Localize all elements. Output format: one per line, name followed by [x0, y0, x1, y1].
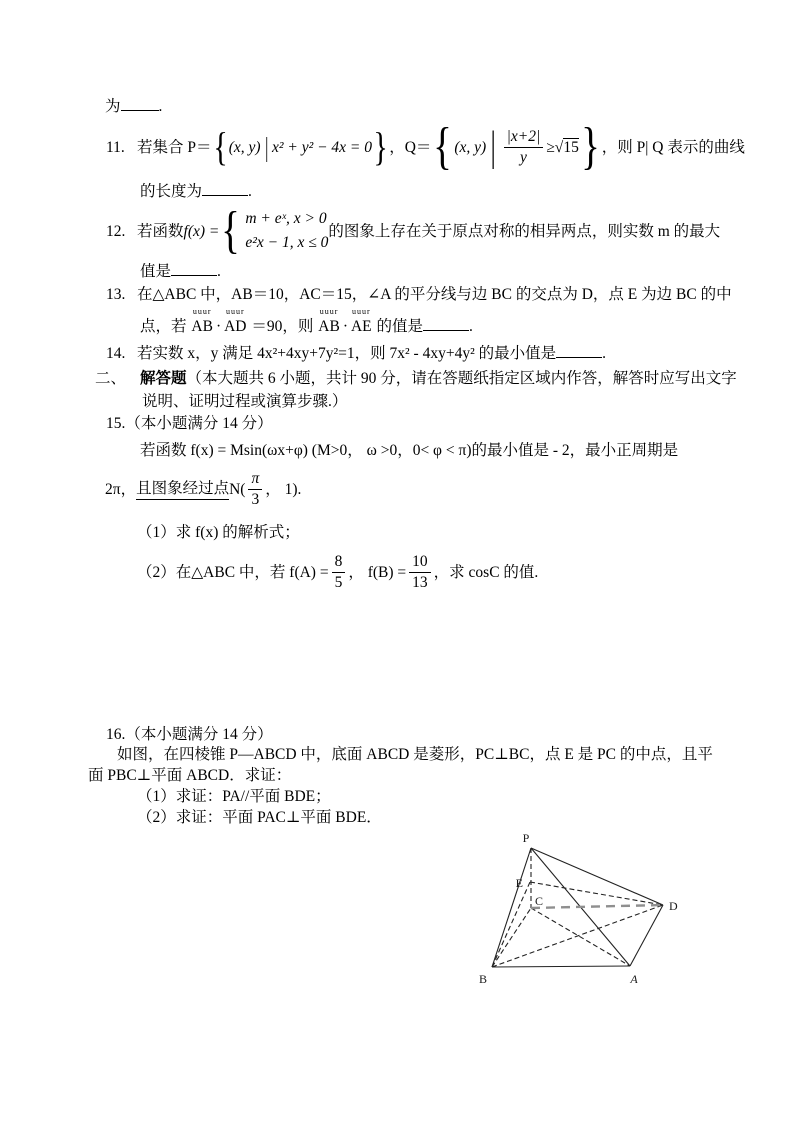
fraction-numerator: 10	[409, 553, 431, 572]
section-2-line-1	[95, 368, 737, 389]
q11-sqrt	[555, 137, 579, 158]
question-15-part-1	[137, 522, 300, 543]
vector-arrow-icon: uuur	[225, 307, 245, 316]
vector-AB-text: AB	[318, 318, 340, 335]
q16-body2-text: 面 PBC⊥平面 ABCD．求证：	[88, 767, 292, 784]
question-13-line-2	[140, 307, 473, 337]
vector-AE-text: AE	[350, 318, 372, 335]
question-15-header	[106, 413, 273, 434]
q15-pi-over-3	[248, 470, 262, 507]
answer-blank	[556, 343, 602, 358]
vertex-label-D: D	[669, 899, 678, 913]
q15-frac-8-5	[332, 553, 346, 590]
fraction-denominator: 3	[251, 490, 260, 508]
vector-AE	[350, 307, 372, 337]
q15-l2a: 2π，	[105, 480, 137, 498]
q16-part2-text: （2）求证：平面 PAC⊥平面 BDE．	[137, 809, 382, 826]
answer-blank	[202, 181, 248, 196]
q16-header-text: 16.（本小题满分 14 分）	[106, 726, 273, 743]
vector-AB-text: AB	[191, 318, 213, 335]
left-brace: {	[212, 124, 228, 169]
q15-body-text: 若函数 f(x) = Msin(ωx+φ) (M>0， ω >0，0< φ < π)的最小值是 - 2，最小正周期是	[140, 442, 679, 459]
q12-piecewise-cases	[245, 207, 328, 255]
question-13-line-1	[106, 284, 732, 305]
q11-line2-text: 的长度为	[140, 183, 203, 200]
fraction-numerator: π	[248, 470, 262, 489]
fraction-denominator: 5	[334, 573, 343, 591]
q14-number: 14.	[106, 345, 126, 362]
q12-period: .	[217, 263, 221, 280]
q13-line2-c: 的值是	[376, 318, 424, 335]
question-14	[106, 343, 606, 364]
q13-period: .	[469, 318, 473, 335]
q11-text-2: ，Q＝	[389, 138, 432, 156]
q13-line2-b: ＝90，则	[251, 318, 314, 335]
geq-sign: ≥	[546, 138, 555, 156]
vector-AD	[224, 307, 247, 337]
vector-arrow-icon: uuur	[351, 307, 371, 316]
fraction-numerator: 8	[332, 553, 346, 572]
section-2-number: 二、	[95, 370, 127, 387]
q11-text-1: 若集合 P＝	[137, 138, 212, 156]
q15-header-text: 15.（本小题满分 14 分）	[106, 415, 273, 432]
edge-BD-dashed	[492, 905, 663, 967]
question-16-part-1	[137, 786, 331, 807]
edge-BA	[492, 966, 630, 967]
question-15-part-2	[137, 551, 538, 593]
q15-part2-b: ， f(B) =	[348, 563, 407, 581]
vector-AD-text: AD	[224, 318, 247, 335]
edge-PD	[531, 848, 663, 905]
edge-BE-dashed	[492, 882, 530, 967]
q10-answer-line	[105, 96, 162, 117]
q11-condition-1: x² + y² − 4x = 0	[271, 138, 373, 156]
q15-l2b: N(	[229, 480, 246, 498]
fraction-denominator: y	[520, 148, 527, 166]
q14-period: .	[602, 345, 606, 362]
question-11-line-1	[106, 120, 745, 174]
vector-AB	[191, 307, 213, 337]
section-2-line-2	[142, 391, 347, 412]
radical-sign: √	[554, 138, 564, 156]
answer-blank	[121, 96, 159, 111]
section-2-text: （本大题共 6 小题，共计 90 分，请在答题纸指定区域内作答，解答时应写出文字	[186, 370, 737, 387]
q12-number: 12.	[106, 222, 126, 240]
edge-ED-dashed	[530, 882, 663, 905]
q11-number: 11.	[106, 138, 125, 156]
q16-part1-text: （1）求证：PA//平面 BDE；	[137, 788, 331, 805]
vertex-label-E: E	[515, 876, 523, 890]
q16-body1-text: 如图，在四棱锥 P—ABCD 中，底面 ABCD 是菱形，PC⊥BC，点 E 是 PC 的中点，且平	[117, 746, 713, 763]
vertex-label-A: A	[630, 972, 638, 986]
question-16-part-2	[137, 807, 382, 828]
radicand: 15	[563, 138, 579, 156]
vector-arrow-icon: uuur	[192, 307, 212, 316]
q12-function: f(x) =	[183, 222, 220, 240]
set-bar: |	[490, 124, 496, 170]
vector-AB	[318, 307, 340, 337]
vertex-label-P: P	[522, 831, 530, 845]
q15-underlined-text: 且图象经过点	[136, 478, 229, 500]
left-brace: {	[433, 118, 453, 175]
edge-AD	[630, 905, 663, 966]
q10-tail-text: 为	[105, 98, 121, 115]
q11-pair-2: (x, y)	[454, 138, 487, 156]
question-12-line-2	[140, 261, 221, 282]
q13-number: 13.	[106, 286, 126, 303]
q11-period: .	[248, 183, 252, 200]
q14-text: 若实数 x，y 满足 4x²+4xy+7y²=1，则 7x² - 4xy+4y² 的最小值是	[137, 345, 557, 362]
edge-CD-dashed	[531, 905, 663, 908]
question-16-body-1	[117, 744, 713, 765]
q15-part1-text: （1）求 f(x) 的解析式；	[137, 524, 300, 541]
section-2-title: 解答题	[140, 370, 187, 387]
right-brace: }	[373, 124, 388, 169]
question-15-body-1	[140, 440, 678, 461]
q13-text-1: 在△ABC 中，AB＝10，AC＝15，∠A 的平分线与边 BC 的交点为 D，点 E 为边 BC 的中	[137, 286, 732, 303]
q15-l2c: ， 1).	[265, 480, 302, 498]
q12-line2-text: 值是	[140, 263, 172, 280]
q15-part2-c: ，求 cosC 的值.	[433, 563, 539, 581]
left-brace: {	[221, 202, 241, 259]
q12-case-1: m + eˣ, x > 0	[245, 209, 327, 227]
q15-part2-a: （2）在△ABC 中，若 f(A) =	[137, 563, 329, 581]
set-bar: |	[264, 131, 268, 162]
q12-text-1: 若函数	[137, 222, 184, 240]
dot-operator: ·	[342, 318, 348, 335]
q15-frac-10-13	[409, 553, 431, 590]
question-16-body-2	[88, 765, 291, 786]
q10-period: .	[158, 98, 163, 115]
question-15-body-2	[105, 470, 301, 508]
question-11-line-2	[140, 181, 252, 202]
vertex-label-B: B	[478, 972, 488, 986]
right-brace: }	[580, 118, 600, 175]
q11-text-3: ，则 P| Q 表示的曲线	[601, 138, 745, 156]
section-2-text-2: 说明、证明过程或演算步骤.）	[142, 393, 348, 410]
q13-line2-a: 点，若	[140, 318, 187, 335]
vector-arrow-icon: uuur	[319, 307, 339, 316]
pyramid-figure	[455, 828, 705, 988]
fraction-denominator: 13	[412, 573, 428, 591]
edge-BC-dashed	[492, 908, 531, 967]
q11-fraction	[504, 128, 544, 165]
q12-text-2: 的图象上存在关于原点对称的相异两点，则实数 m 的最大	[328, 222, 721, 240]
edge-PB	[492, 848, 531, 967]
question-12-line-1	[106, 202, 720, 260]
edge-CA-dashed	[531, 908, 630, 966]
answer-blank	[171, 261, 217, 276]
answer-blank	[423, 316, 469, 331]
dot-operator: ·	[215, 318, 222, 335]
question-16-header	[106, 724, 273, 745]
vertex-label-C: C	[535, 894, 544, 908]
q12-case-2: e²x − 1, x ≤ 0	[245, 234, 329, 251]
q11-pair-1: (x, y)	[228, 138, 261, 156]
fraction-numerator: |x+2|	[504, 128, 544, 147]
